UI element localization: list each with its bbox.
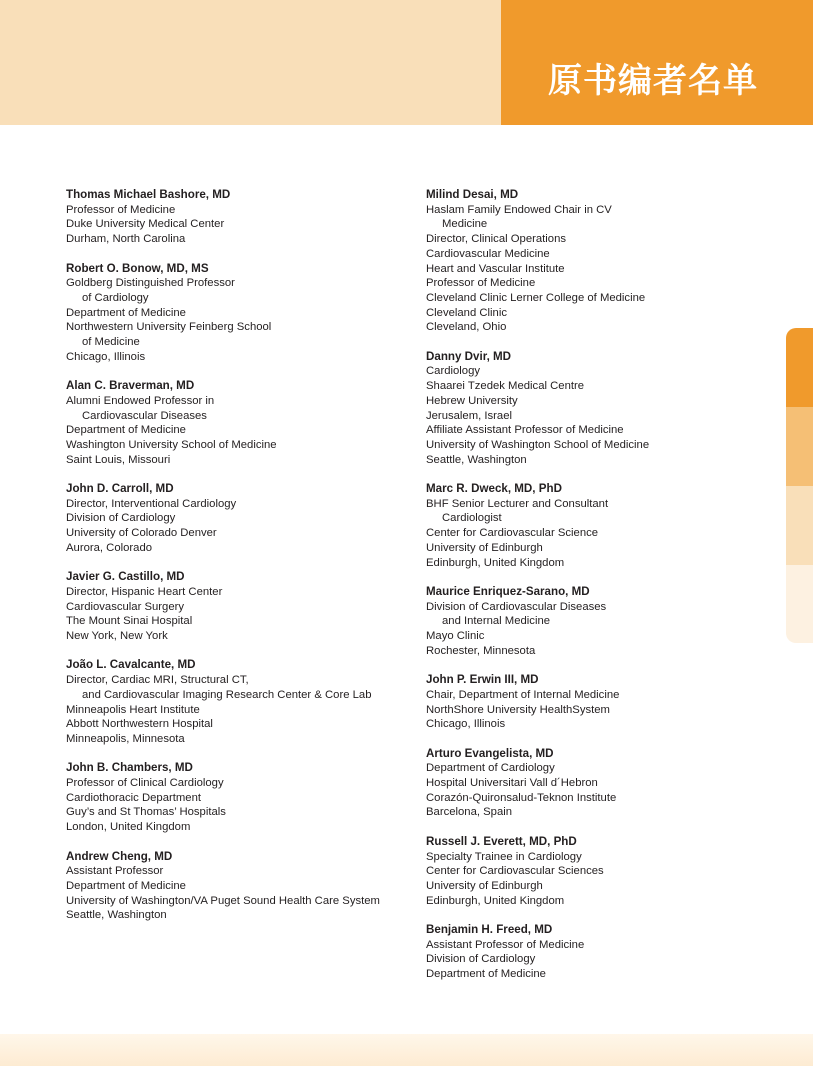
- contributor-affiliation-line: BHF Senior Lecturer and Consultant: [426, 497, 609, 510]
- contributor-name: Andrew Cheng, MD: [66, 849, 173, 863]
- contributor-affiliation-line: Minneapolis, Minnesota: [66, 732, 185, 745]
- contributor-entry: [66, 188, 416, 247]
- contributor-affiliation-line: Haslam Family Endowed Chair in CV: [426, 203, 612, 216]
- contributor-affiliation-line: Cardiologist: [442, 512, 502, 525]
- contributor-affiliation-line: Cardiothoracic Department: [66, 791, 201, 804]
- contributor-name: Javier G. Castillo, MD: [66, 570, 185, 584]
- contributor-affiliation-line: Division of Cardiology: [66, 512, 176, 525]
- contributor-affiliation-line: Division of Cardiology: [426, 953, 536, 966]
- contributors-column-left: [66, 188, 416, 938]
- contributor-affiliation-line: University of Colorado Denver: [66, 527, 217, 540]
- contributor-affiliation-line: Chair, Department of Internal Medicine: [426, 688, 620, 701]
- contributor-affiliation-line: Abbott Northwestern Hospital: [66, 718, 213, 731]
- contributor-affiliation-line: University of Washington School of Medicine: [426, 438, 650, 451]
- contributor-affiliation-line: Chicago, Illinois: [426, 718, 506, 731]
- contributor-entry: [426, 482, 796, 570]
- contributor-affiliation-line: Cardiovascular Surgery: [66, 600, 185, 613]
- contributor-affiliation-line: of Medicine: [82, 336, 140, 349]
- contributor-affiliation-line: and Cardiovascular Imaging Research Center & Core Lab: [82, 688, 372, 701]
- contributor-name: Robert O. Bonow, MD, MS: [66, 261, 209, 275]
- contributor-affiliation-line: Professor of Medicine: [426, 277, 536, 290]
- header-band-light: [0, 0, 501, 125]
- contributor-affiliation-line: Director, Clinical Operations: [426, 233, 567, 246]
- contributor-entry: [426, 673, 796, 732]
- footer-band: [0, 1034, 813, 1066]
- contributor-affiliation-line: Center for Cardiovascular Sciences: [426, 865, 604, 878]
- contributor-name: John D. Carroll, MD: [66, 482, 174, 496]
- contributor-affiliation-line: Duke University Medical Center: [66, 218, 225, 231]
- contributors-column-right: [426, 188, 796, 997]
- section-tab-4: [786, 565, 813, 643]
- section-tab-1: [786, 328, 813, 407]
- contributor-affiliation-line: Director, Interventional Cardiology: [66, 497, 237, 510]
- contributor-entry: [66, 658, 416, 746]
- contributor-entry: [426, 188, 796, 335]
- contributor-name: Maurice Enriquez-Sarano, MD: [426, 584, 590, 598]
- contributor-affiliation-line: Goldberg Distinguished Professor: [66, 277, 235, 290]
- contributor-affiliation-line: Specialty Trainee in Cardiology: [426, 850, 582, 863]
- contributor-affiliation-line: Cleveland, Ohio: [426, 321, 507, 334]
- contributor-affiliation-line: Cardiovascular Diseases: [82, 409, 207, 422]
- contributor-affiliation-line: Washington University School of Medicine: [66, 438, 277, 451]
- contributor-name: John P. Erwin III, MD: [426, 673, 539, 687]
- page-title: 原书编者名单: [548, 61, 758, 101]
- contributor-affiliation-line: Chicago, Illinois: [66, 350, 146, 363]
- contributor-affiliation-line: London, United Kingdom: [66, 821, 191, 834]
- contributor-name: Arturo Evangelista, MD: [426, 746, 554, 760]
- contributor-affiliation-line: Cardiovascular Medicine: [426, 247, 550, 260]
- contributor-affiliation-line: Department of Medicine: [66, 424, 186, 437]
- contributor-name: Russell J. Everett, MD, PhD: [426, 834, 577, 848]
- contributor-name: Milind Desai, MD: [426, 188, 519, 201]
- contributor-affiliation-line: Director, Cardiac MRI, Structural CT,: [66, 674, 249, 687]
- section-tab-3: [786, 486, 813, 565]
- contributor-affiliation-line: Edinburgh, United Kingdom: [426, 894, 565, 907]
- contributor-affiliation-line: Rochester, Minnesota: [426, 644, 536, 657]
- contributor-affiliation-line: Minneapolis Heart Institute: [66, 703, 200, 716]
- contributor-affiliation-line: Guy’s and St Thomas’ Hospitals: [66, 806, 226, 819]
- contributor-entry: [66, 262, 416, 365]
- contributor-entry: [66, 482, 416, 556]
- contributor-affiliation-line: New York, New York: [66, 630, 168, 643]
- contributor-affiliation-line: Northwestern University Feinberg School: [66, 321, 272, 334]
- contributor-affiliation-line: Cleveland Clinic Lerner College of Medicine: [426, 291, 646, 304]
- contributor-affiliation-line: Jerusalem, Israel: [426, 409, 513, 422]
- contributor-affiliation-line: Durham, North Carolina: [66, 233, 186, 246]
- contributor-affiliation-line: University of Washington/VA Puget Sound Health Care System: [66, 894, 380, 907]
- contributor-affiliation-line: Assistant Professor: [66, 865, 164, 878]
- contributor-name: John B. Chambers, MD: [66, 761, 193, 775]
- contributor-affiliation-line: Barcelona, Spain: [426, 806, 513, 819]
- contributor-affiliation-line: University of Edinburgh: [426, 541, 543, 554]
- contributor-affiliation-line: and Internal Medicine: [442, 615, 551, 628]
- contributor-affiliation-line: Center for Cardiovascular Science: [426, 527, 599, 540]
- contributor-affiliation-line: Mayo Clinic: [426, 630, 485, 643]
- contributor-affiliation-line: Corazón-Quironsalud-Teknon Institute: [426, 791, 617, 804]
- contributor-affiliation-line: Cardiology: [426, 365, 481, 378]
- contributor-entry: [426, 747, 796, 821]
- contributor-entry: [66, 379, 416, 467]
- contributor-affiliation-line: University of Edinburgh: [426, 879, 543, 892]
- contributor-affiliation-line: Hebrew University: [426, 394, 518, 407]
- contributor-name: Marc R. Dweck, MD, PhD: [426, 482, 562, 496]
- contributor-affiliation-line: Medicine: [442, 218, 488, 231]
- contributor-entry: [426, 585, 796, 659]
- contributor-affiliation-line: Professor of Clinical Cardiology: [66, 777, 224, 790]
- contributor-affiliation-line: Hospital Universitari Vall d´Hebron: [426, 777, 598, 790]
- contributor-name: João L. Cavalcante, MD: [66, 658, 196, 672]
- contributor-affiliation-line: Division of Cardiovascular Diseases: [426, 600, 607, 613]
- contributor-affiliation-line: Saint Louis, Missouri: [66, 453, 171, 466]
- contributor-affiliation-line: Cleveland Clinic: [426, 306, 507, 319]
- section-tab-2: [786, 407, 813, 486]
- contributor-affiliation-line: Department of Medicine: [66, 306, 186, 319]
- contributor-entry: [426, 923, 796, 982]
- contributor-affiliation-line: The Mount Sinai Hospital: [66, 615, 193, 628]
- contributor-affiliation-line: Seattle, Washington: [66, 909, 167, 922]
- contributor-affiliation-line: Assistant Professor of Medicine: [426, 938, 585, 951]
- contributor-affiliation-line: Director, Hispanic Heart Center: [66, 585, 223, 598]
- contributor-affiliation-line: Department of Medicine: [66, 879, 186, 892]
- contributor-affiliation-line: Department of Cardiology: [426, 762, 555, 775]
- contributor-affiliation-line: Professor of Medicine: [66, 203, 176, 216]
- contributor-affiliation-line: Aurora, Colorado: [66, 541, 153, 554]
- contributor-affiliation-line: Department of Medicine: [426, 968, 546, 981]
- contributor-entry: [66, 850, 416, 924]
- contributor-entry: [426, 835, 796, 909]
- contributor-name: Alan C. Braverman, MD: [66, 379, 195, 393]
- contributor-entry: [426, 350, 796, 468]
- contributor-entry: [66, 761, 416, 835]
- contributor-affiliation-line: Seattle, Washington: [426, 453, 527, 466]
- contributor-affiliation-line: Affiliate Assistant Professor of Medicine: [426, 424, 624, 437]
- contributor-name: Benjamin H. Freed, MD: [426, 923, 553, 937]
- contributor-entry: [66, 570, 416, 644]
- contributor-affiliation-line: Edinburgh, United Kingdom: [426, 556, 565, 569]
- contributor-affiliation-line: Shaarei Tzedek Medical Centre: [426, 380, 585, 393]
- contributor-name: Thomas Michael Bashore, MD: [66, 188, 231, 201]
- contributor-affiliation-line: Alumni Endowed Professor in: [66, 394, 215, 407]
- contributor-name: Danny Dvir, MD: [426, 349, 512, 363]
- contributor-affiliation-line: NorthShore University HealthSystem: [426, 703, 610, 716]
- contributor-affiliation-line: Heart and Vascular Institute: [426, 262, 565, 275]
- contributor-affiliation-line: of Cardiology: [82, 291, 149, 304]
